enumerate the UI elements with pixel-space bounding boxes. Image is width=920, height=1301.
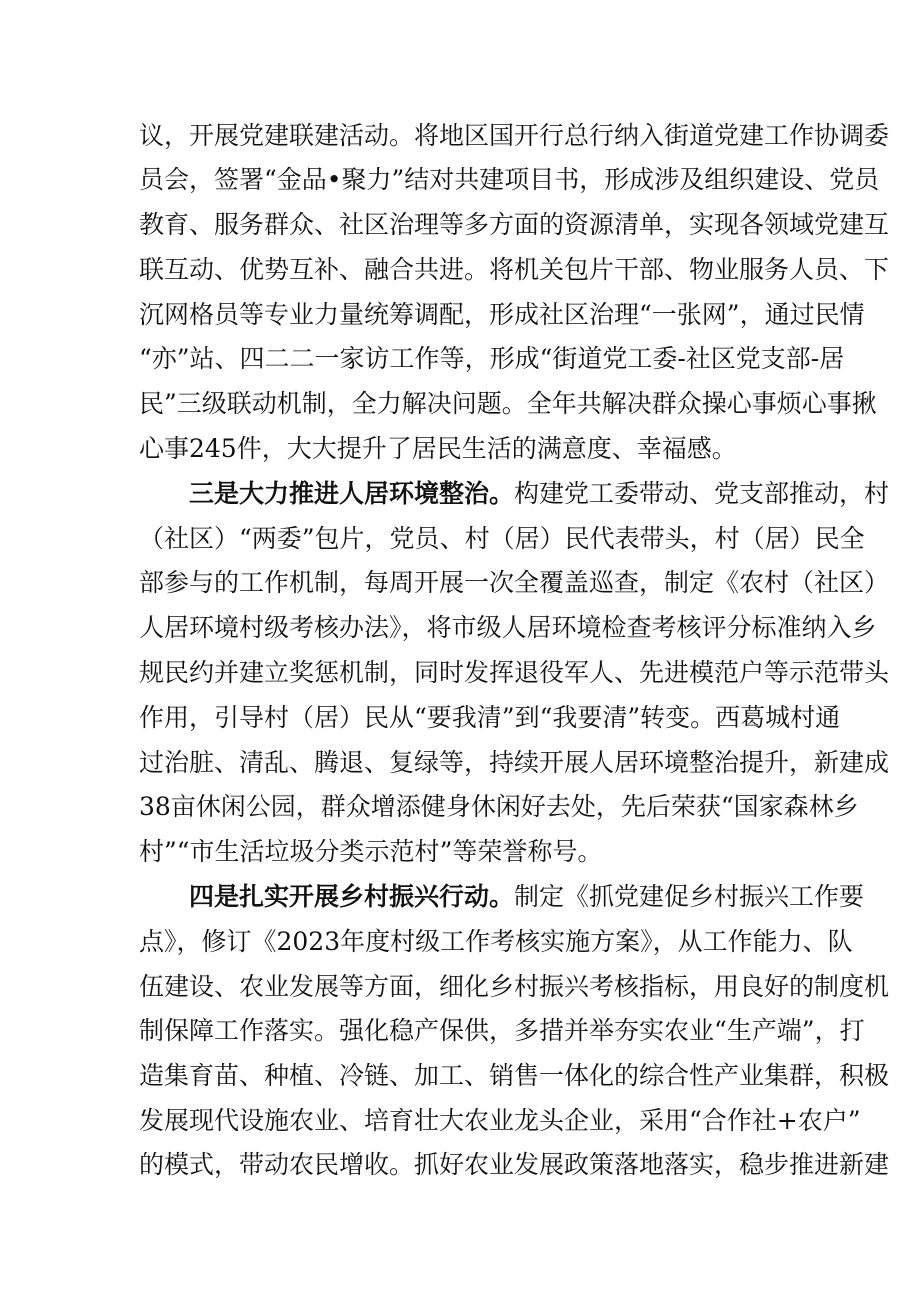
- text-line: 员会，签署“金品•聚力”结对共建项目书，形成涉及组织建设、党员: [139, 165, 880, 194]
- text-line: 心事245件，大大提升了居民生活的满意度、幸福感。: [139, 434, 737, 463]
- text-line: 部参与的工作机制，每周开展一次全覆盖巡查，制定《农村（社区）: [139, 568, 890, 597]
- text-line: “亦”站、四二二一家访工作等，形成“街道党工委-社区党支部-居: [139, 344, 845, 373]
- text-line: 联互动、优势互补、融合共进。将机关包片干部、物业服务人员、下: [139, 255, 890, 284]
- paragraph-lead-text: 制定《抓党建促乡村振兴工作要: [514, 882, 865, 911]
- text-line: 教育、服务群众、社区治理等多方面的资源清单，实现各领域党建互: [139, 210, 890, 239]
- text-line: 人居环境村级考核办法》，将市级人居环境检查考核评分标准纳入乡: [139, 613, 877, 642]
- text-line: 制保障工作落实。强化稳产保供，多措并举夯实农业“生产端”，打: [139, 1016, 865, 1045]
- text-line: 规民约并建立奖惩机制，同时发挥退役军人、先进模范户等示范带头: [139, 658, 890, 687]
- paragraph-first-line: [189, 476, 890, 512]
- text-line: 过治脏、清乱、腾退、复绿等，持续开展人居环境整治提升，新建成: [139, 748, 890, 777]
- paragraph-heading: 四是扎实开展乡村振兴行动。: [189, 882, 515, 911]
- text-line: 发展现代设施农业、培育壮大农业龙头企业，采用“合作社+农户”: [139, 1106, 861, 1135]
- text-line: 作用，引导村（居）民从“要我清”到“我要清”转变。西葛城村通: [139, 703, 841, 732]
- text-line: （社区）“两委”包片，党员、村（居）民代表带头，村（居）民全: [139, 524, 865, 553]
- text-line: 点》，修订《2023年度村级工作考核实施方案》，从工作能力、队: [139, 927, 853, 956]
- text-line: 的模式，带动农民增收。抓好农业发展政策落地落实，稳步推进新建: [139, 1150, 890, 1179]
- text-line: 38亩休闲公园，群众增添健身休闲好去处，先后荣获“国家森林乡: [139, 792, 859, 821]
- text-line: 民”三级联动机制，全力解决问题。全年共解决群众操心事烦心事揪: [139, 389, 877, 418]
- paragraph-first-line: [189, 879, 865, 915]
- text-line: 村”“市生活垃圾分类示范村”等荣誉称号。: [139, 837, 603, 866]
- paragraph-heading: 三是大力推进人居环境整治。: [189, 479, 515, 508]
- text-line: 造集育苗、种植、冷链、加工、销售一体化的综合性产业集群，积极: [139, 1061, 890, 1090]
- paragraph-lead-text: 构建党工委带动、党支部推动，村: [514, 479, 890, 508]
- text-line: 沉网格员等专业力量统筹调配，形成社区治理“一张网”，通过民情: [139, 300, 865, 329]
- text-line: 议，开展党建联建活动。将地区国开行总行纳入街道党建工作协调委: [139, 121, 890, 150]
- text-line: 伍建设、农业发展等方面，细化乡村振兴考核指标，用良好的制度机: [139, 972, 890, 1001]
